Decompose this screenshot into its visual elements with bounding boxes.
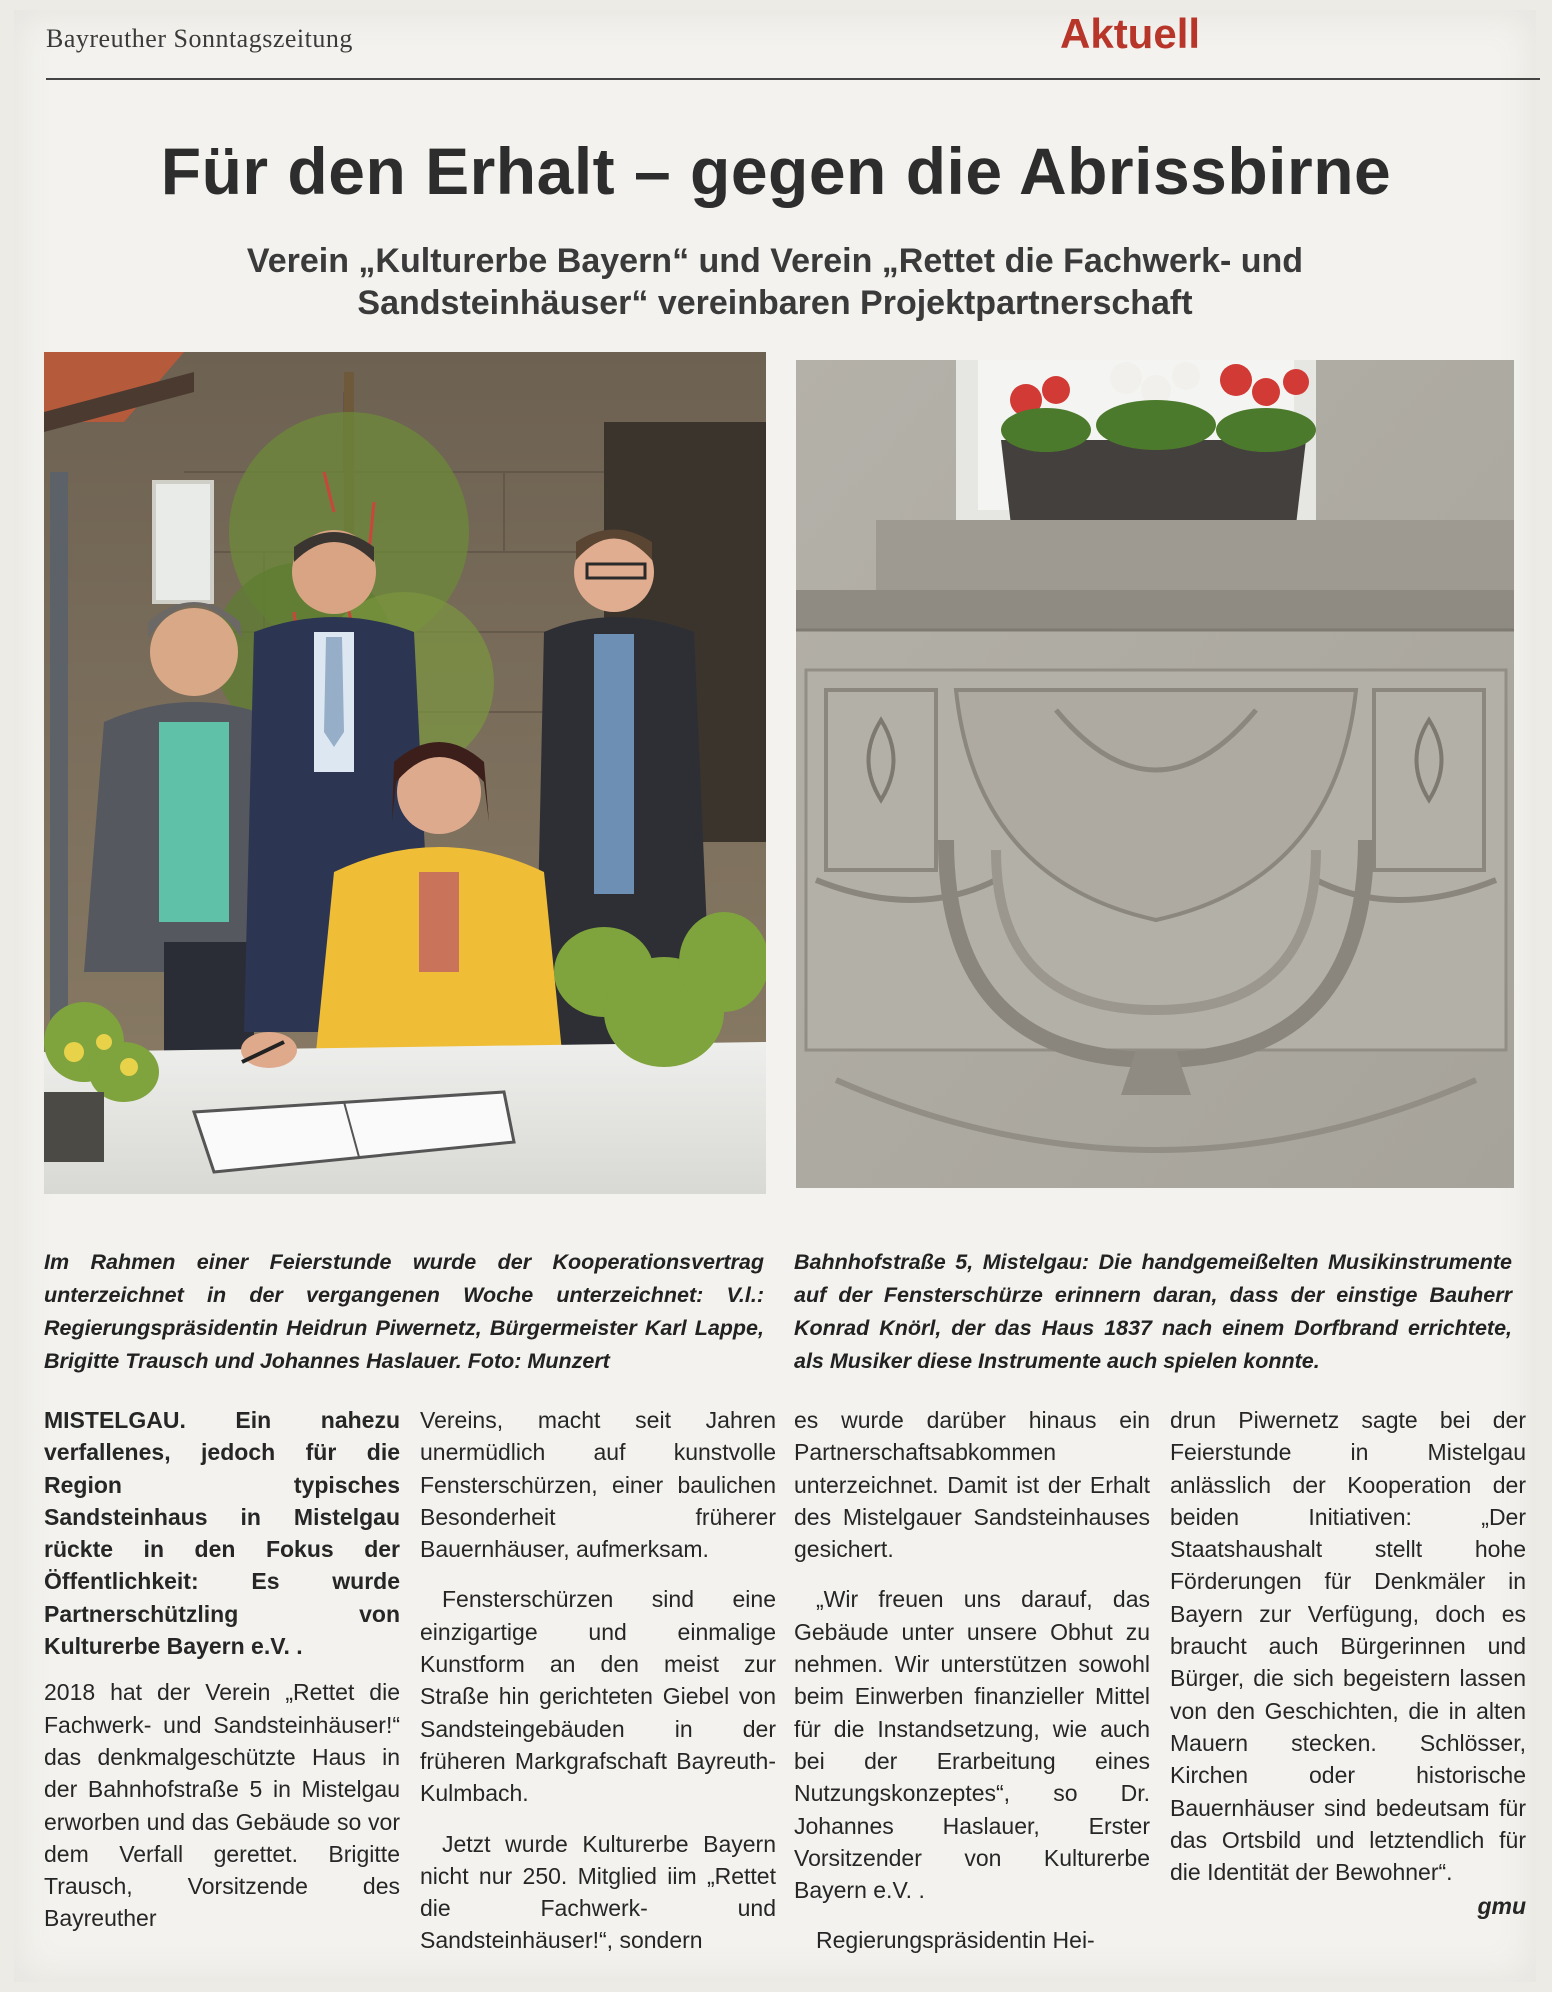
article-paragraph: es wurde darüber hinaus ein Partnerschaftsabkommen unterzeichnet. Damit ist der Erhalt des Mistelgauer Sandsteinhauses gesichert. <box>794 1407 1150 1563</box>
photo-signing-ceremony <box>44 352 766 1194</box>
article-paragraph: 2018 hat der Verein „Rettet die Fachwerk- und Sandsteinhäuser!“ das denkmalgeschützte Haus in der Bahnhofstraße 5 in Mistelgau erworben und das Gebäude so vor dem Verfall gerettet. Brigitte Trausch, Vorsitzende des Bayreuther <box>44 1679 400 1932</box>
article-paragraph: „Wir freuen uns darauf, das Gebäude unter unsere Obhut zu nehmen. Wir unterstützen sowohl beim Einwerben finanzieller Mittel für die Instandsetzung, wie auch bei der Erarbeitung eines Nutzungskonzeptes“, so Dr. Johannes Haslauer, Erster Vorsitzender von Kulturerbe Bayern e.V. . <box>794 1586 1150 1904</box>
page-header <box>46 10 1536 82</box>
article-lead: MISTELGAU. Ein nahezu verfallenes, jedoch für die Region typisches Sandsteinhaus in Mistelgau rückte in den Fokus der Öffentlichkeit: Es wurde Partnerschützling von Kulturerbe Bayern e.V. . <box>44 1407 400 1660</box>
photo-caption-right: Bahnhofstraße 5, Mistelgau: Die handgemeißelten Musikinstrumente auf der Fensterschürze erinnern daran, dass der einstige Bauherr Konrad Knörl, der das Haus 1837 nach einem Dorfbrand errichtete, als Musiker diese Instrumente auch spielen konnte. <box>794 1249 1512 1373</box>
article-column-4 <box>1170 1404 1526 1923</box>
photo-window-apron <box>796 360 1514 1188</box>
photo-caption-left: Im Rahmen einer Feierstunde wurde der Kooperationsvertrag unterzeichnet in der vergangenen Woche unterzeichnet: V.l.: Regierungspräsidentin Heidrun Piwernetz, Bürgermeister Karl Lappe, Brigitte Trausch und Johannes Haslauer. Foto: Munzert <box>44 1249 764 1373</box>
header-divider <box>46 78 1540 80</box>
article-subline: Verein „Kulturerbe Bayern“ und Verein „Rettet die Fachwerk- und Sandsteinhäuser“ vereinbaren Projektpartnerschaft <box>246 242 1304 322</box>
article-paragraph: Jetzt wurde Kulturerbe Bayern nicht nur 250. Mitglied iim „Rettet die Fachwerk- und Sandsteinhäuser!“, sondern <box>420 1830 776 1954</box>
article-paragraph: Vereins, macht seit Jahren unermüdlich auf kunstvolle Fensterschürzen, einer baulichen Besonderheit früherer Bauernhäuser, aufmerksam. <box>420 1407 776 1563</box>
article-column-2 <box>420 1404 776 1957</box>
article-paragraph: Fensterschürzen sind eine einzigartige und einmalige Kunstform an den meist zur Straße hin gerichteten Giebel von Sandsteingebäuden in der früheren Markgrafschaft Bayreuth-Kulmbach. <box>420 1586 776 1807</box>
article-paragraph: Regierungspräsidentin Hei- <box>816 1927 1095 1954</box>
author-signature: gmu <box>1477 1893 1526 1920</box>
article-headline: Für den Erhalt – gegen die Abrissbirne <box>160 134 1392 208</box>
article-paragraph-continued: drun Piwernetz sagte bei der Feierstunde in Mistelgau anlässlich der Kooperation der beiden Initiativen: „Der Staatshaushalt stellt hohe Förderungen für Denkmäler in Bayern zur Verfügung, doch es braucht auch Bürgerinnen und Bürger, die sich begeistern lassen von den Geschichten, die in alten Mauern stecken. Schlösser, Kirchen oder historische Bauernhäuser sind bedeutsam für das Ortsbild und letztendlich für die Identität der Bewohner“. <box>1170 1407 1526 1886</box>
article-column-3 <box>794 1404 1150 1957</box>
section-tag: Aktuell <box>1060 10 1201 57</box>
newspaper-name: Bayreuther Sonntagszeitung <box>46 24 353 53</box>
article-column-1 <box>44 1404 400 1935</box>
